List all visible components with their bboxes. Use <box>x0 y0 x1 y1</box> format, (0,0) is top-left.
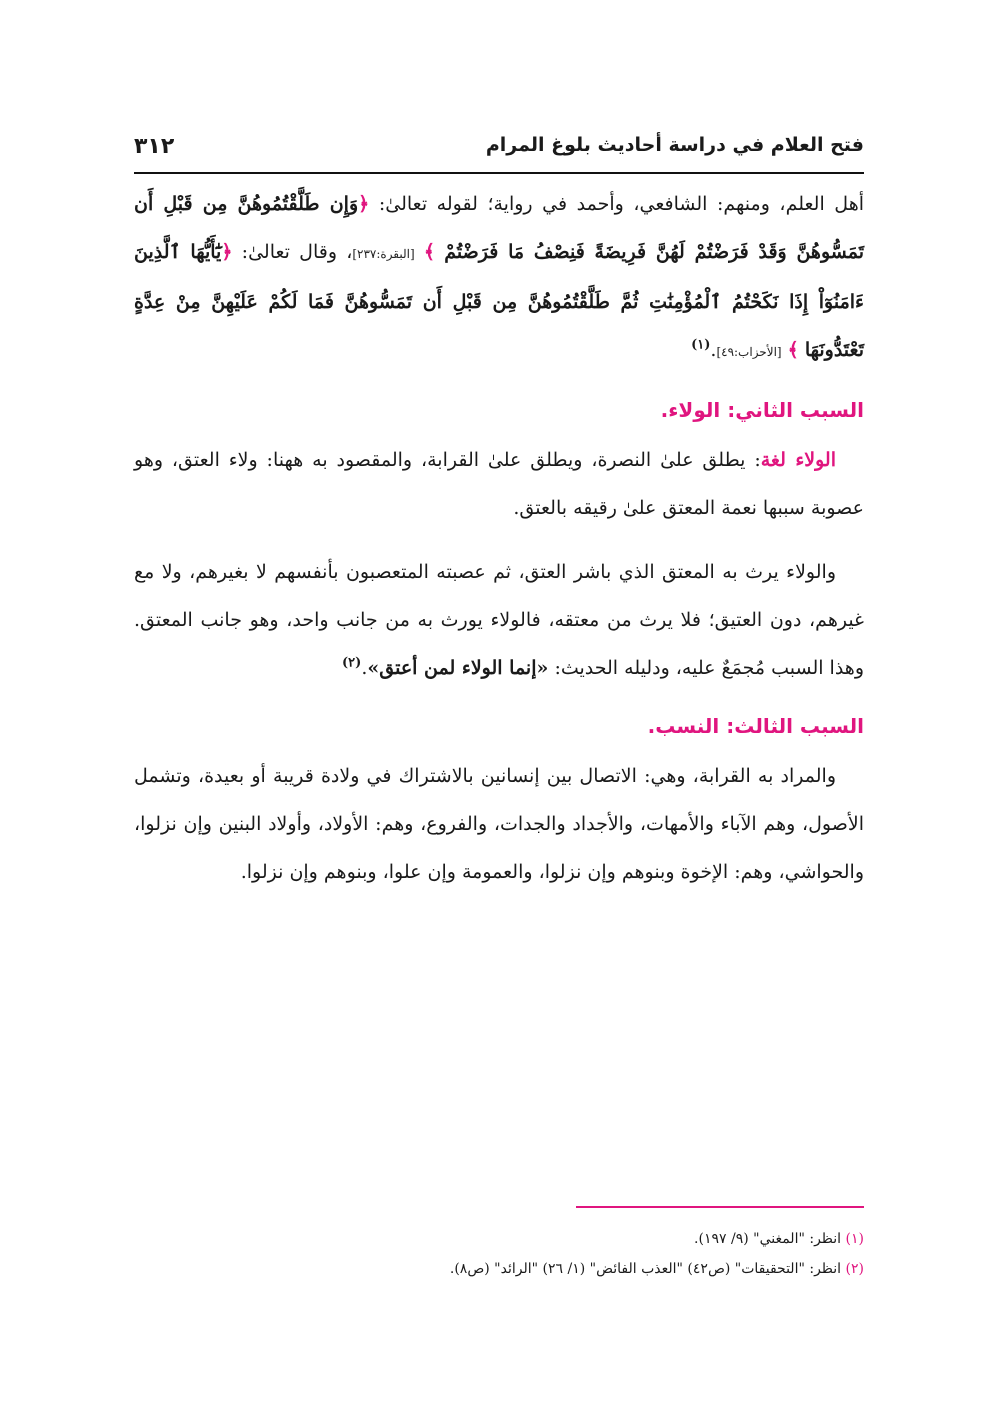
intro-paragraph <box>134 180 864 376</box>
section-heading-wala: السبب الثاني: الولاء. <box>660 398 864 422</box>
intro-text-2: ، وقال تعالىٰ: <box>232 241 353 263</box>
book-page <box>134 126 864 1326</box>
wala-paragraph <box>134 548 864 692</box>
section-heading-nasab: السبب الثالث: النسب. <box>647 714 864 738</box>
verse-open-bracket-2: ﴿ <box>221 241 233 263</box>
book-title: فتح العلام في دراسة أحاديث بلوغ المرام <box>485 134 864 156</box>
hadith-end: . <box>361 657 368 679</box>
wala-paragraph-text: والولاء يرث به المعتق الذي باشر العتق، ثم عصبته المتعصبون بأنفسهم لا بغيرهم، ولا مع غيرهم، دون العتيق؛ فلا يرث من معتقه، فالولاء يورث به من جانب واحد، وهو جانب المعتق. وهذا السبب مُجمَعٌ عليه، ودليله الحديث: <box>134 561 864 679</box>
verse-open-bracket: ﴿ <box>358 193 370 215</box>
verse-close-bracket: ﴾ <box>423 241 436 263</box>
verse-reference-baqarah: [البقرة:٢٣٧] <box>352 247 415 261</box>
footnote-1-number: (١) <box>845 1231 864 1247</box>
wala-definition-text: : يطلق علىٰ النصرة، ويطلق علىٰ القرابة، والمقصود به ههنا: ولاء العتق، وهو عصوبة سببها نعمة المعتق علىٰ رقيقه بالعتق. <box>134 449 864 519</box>
intro-end: . <box>710 339 717 361</box>
footnote-1 <box>134 1224 864 1254</box>
quran-verse-baqarah: وَإِن طَلَّقْتُمُوهُنَّ مِن قَبْلِ أَن تَمَسُّوهُنَّ وَقَدْ فَرَضْتُمْ لَهُنَّ فَرِيضَةً فَنِصْفُ مَا فَرَضْتُمْ <box>134 193 864 263</box>
wala-term: الولاء لغة <box>760 449 836 471</box>
footnote-marker-2[interactable]: (٢) <box>342 655 362 671</box>
hadith-quote: «إنما الولاء لمن أعتق» <box>367 657 549 679</box>
footnotes <box>134 1224 864 1284</box>
quran-verse-ahzab: يَٰٓأَيُّهَا ٱلَّذِينَ ءَامَنُوٓاْ إِذَا نَكَحْتُمُ ٱلْمُؤْمِنَٰتِ ثُمَّ طَلَّقْتُمُوهُنَّ مِن قَبْلِ أَن تَمَسُّوهُنَّ فَمَا لَكُمْ عَلَيْهِنَّ مِنْ عِدَّةٍ تَعْتَدُّونَهَا <box>134 241 864 361</box>
footnote-divider <box>576 1206 864 1208</box>
nasab-paragraph: والمراد به القرابة، وهي: الاتصال بين إنسانين بالاشتراك في ولادة قريبة أو بعيدة، وتشمل الأصول، وهم الآباء والأمهات، والأجداد والجدات، والفروع، وهم: الأولاد، وأولاد البنين وإن نزلوا، والحواشي، وهم: الإخوة وبنوهم وإن نزلوا، والعمومة وإن علوا، وبنوهم وإن نزلوا. <box>134 765 864 883</box>
verse-close-bracket-2: ﴾ <box>787 339 799 361</box>
footnote-2 <box>134 1254 864 1284</box>
footnote-1-text: انظر: "المغني" (٩/ ١٩٧). <box>694 1231 846 1247</box>
footnote-2-text: انظر: "التحقيقات" (ص٤٢) "العذب الفائض" (١/ ٢٦) "الرائد" (ص٨). <box>449 1261 846 1277</box>
verse-reference-ahzab: [الأحزاب:٤٩] <box>716 345 782 359</box>
footnote-marker-1[interactable]: (١) <box>691 337 711 353</box>
wala-definition <box>134 436 864 532</box>
page-number: ٣١٢ <box>134 134 175 159</box>
page-header <box>134 126 864 174</box>
intro-text: أهل العلم، ومنهم: الشافعي، وأحمد في رواية؛ لقوله تعالىٰ: <box>369 193 864 215</box>
footnote-2-number: (٢) <box>845 1261 864 1277</box>
